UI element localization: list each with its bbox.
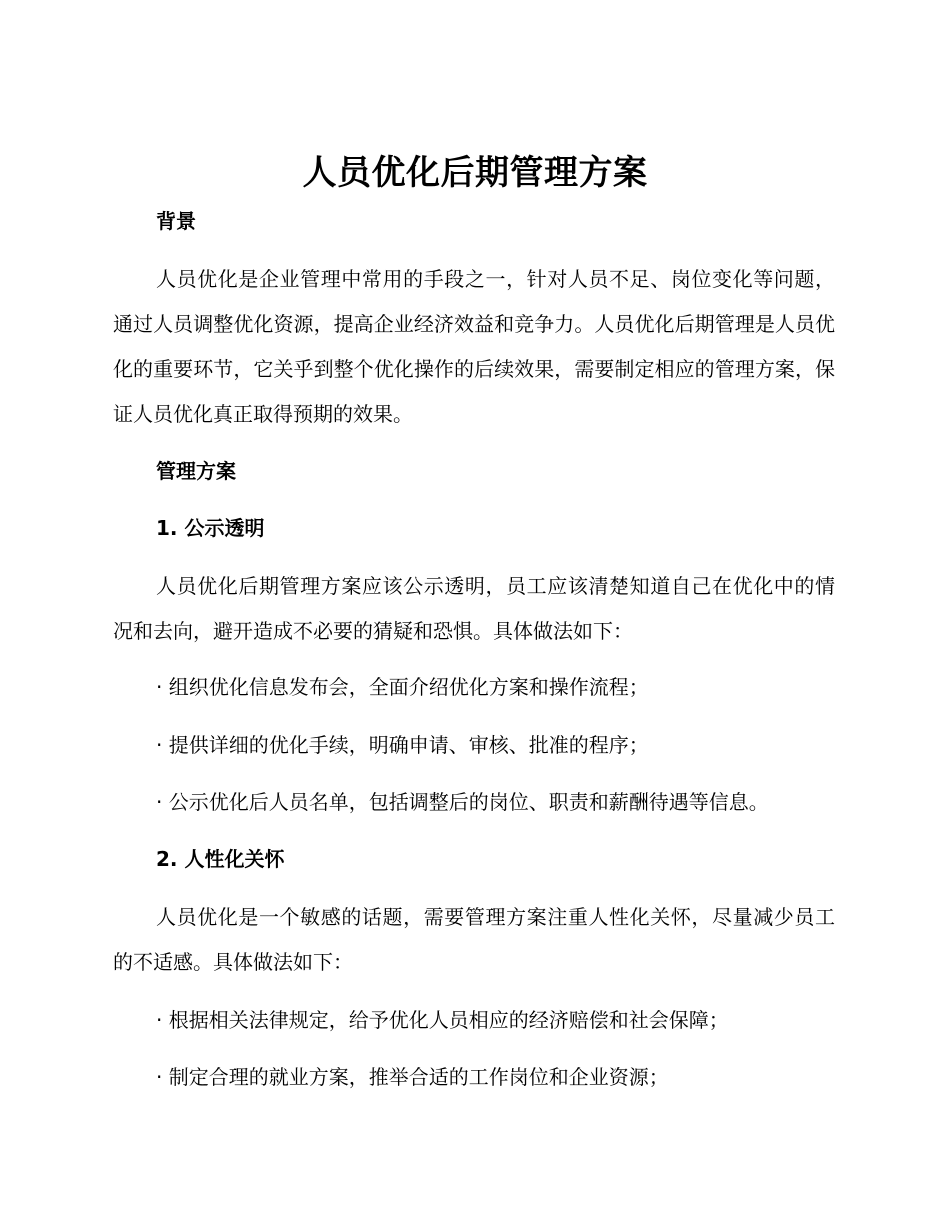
list-item: · 组织优化信息发布会，全面介绍优化方案和操作流程；: [156, 675, 649, 699]
section-heading-background: 背景: [156, 209, 196, 233]
background-paragraph: 人员优化是企业管理中常用的手段之一，针对人员不足、岗位变化等问题，通过人员调整优化资源，提高企业经济效益和竞争力。人员优化后期管理是人员优化的重要环节，它关乎到整个优化操作的后续效果，需要制定相应的管理方案，保证人员优化真正取得预期的效果。: [113, 267, 835, 426]
list-item: · 根据相关法律规定，给予优化人员相应的经济赔偿和社会保障；: [156, 1008, 729, 1032]
section-heading-management-plan: 管理方案: [156, 459, 236, 483]
humanized-care-paragraph: 人员优化是一个敏感的话题，需要管理方案注重人性化关怀，尽量减少员工的不适感。具体做法如下：: [113, 905, 835, 974]
document-title: 人员优化后期管理方案: [302, 153, 648, 193]
subheading-humanized-care: 2. 人性化关怀: [156, 847, 285, 871]
subheading-public-transparency: 1. 公示透明: [156, 516, 265, 540]
list-item: · 公示优化后人员名单，包括调整后的岗位、职责和薪酬待遇等信息。: [156, 790, 769, 814]
transparency-paragraph: 人员优化后期管理方案应该公示透明，员工应该清楚知道自己在优化中的情况和去向，避开造成不必要的猜疑和恐惧。具体做法如下：: [113, 574, 835, 643]
list-item: · 提供详细的优化手续，明确申请、审核、批准的程序；: [156, 733, 649, 757]
list-item: · 制定合理的就业方案，推举合适的工作岗位和企业资源；: [156, 1065, 669, 1089]
